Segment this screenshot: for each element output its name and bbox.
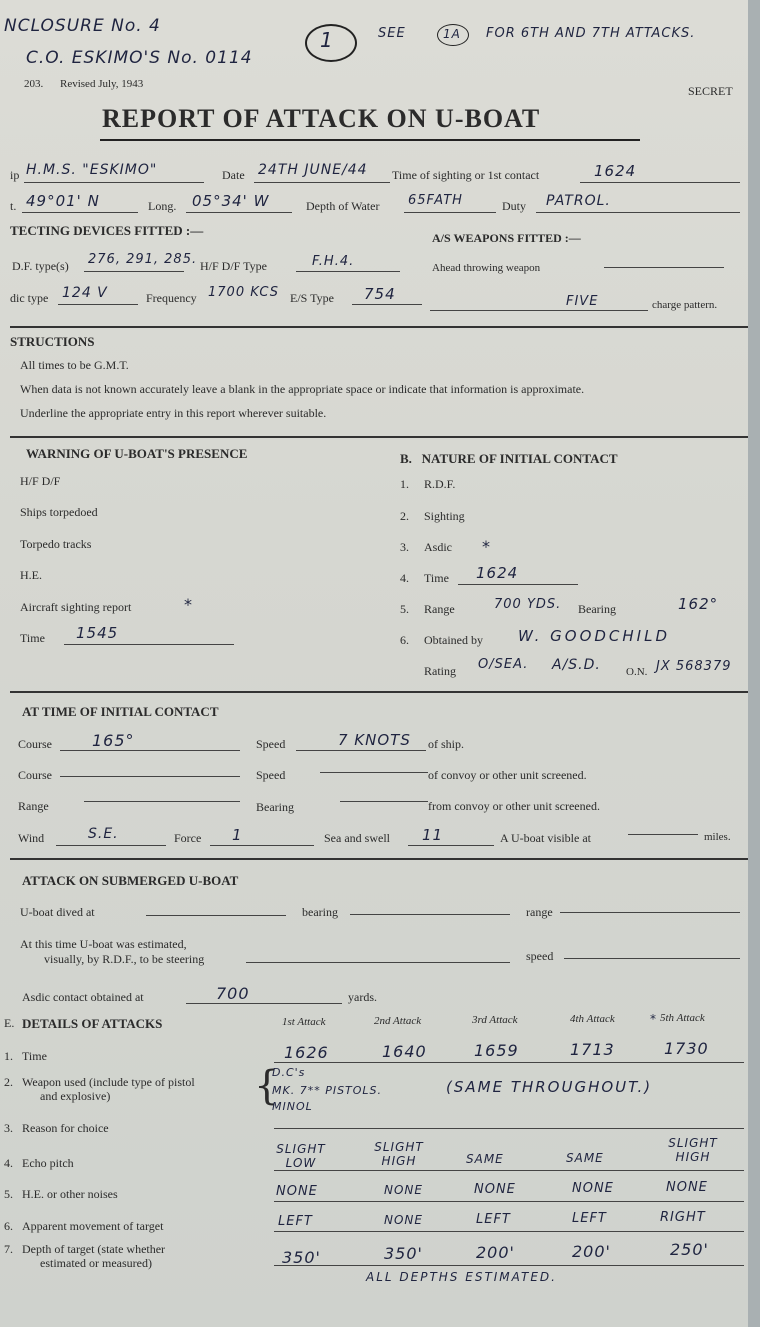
col-4th-attack: 4th Attack (570, 1013, 615, 1025)
charge-value: FIVE (566, 294, 599, 309)
row-movement-number: 6. (4, 1219, 13, 1233)
co-line-note: C.O. ESKIMO'S No. 0114 (26, 48, 253, 68)
section-divider-3 (10, 691, 748, 693)
see-note-circle-text: 1A (443, 27, 461, 41)
warning-he: H.E. (20, 568, 42, 582)
warning-tracks: Torpedo tracks (20, 537, 92, 551)
nature-n6: 6. (400, 633, 409, 647)
ahead-line (604, 267, 724, 268)
echo-attack-2: SLIGHT HIGH (374, 1140, 424, 1168)
warning-time-label: Time (20, 631, 45, 645)
sea-label: Sea and swell (324, 831, 390, 845)
row-echo-number: 4. (4, 1156, 13, 1170)
charge-label: charge pattern. (652, 299, 718, 311)
es-label: E/S Type (290, 291, 334, 305)
submerged-speed-line (564, 958, 740, 959)
steering-line (246, 962, 510, 963)
sighting-time-label: Time of sighting or 1st contact (392, 168, 540, 182)
weapon-dcs: D.C's (272, 1066, 306, 1079)
from-convoy: from convoy or other unit screened. (428, 799, 600, 813)
aircraft-mark: * (184, 595, 193, 614)
warning-heading: WARNING OF U-BOAT'S PRESENCE (26, 446, 248, 461)
weapon-minol: MINOL (272, 1100, 313, 1113)
details-heading: DETAILS OF ATTACKS (22, 1016, 163, 1031)
ship-label: ip (10, 168, 20, 182)
of-ship: of ship. (428, 737, 464, 751)
row-weapon-number: 2. (4, 1075, 13, 1089)
initial-course-label: Course (18, 737, 52, 751)
yards-label: yards. (348, 990, 377, 1004)
freq-label: Frequency (146, 291, 197, 305)
date-line (254, 182, 390, 183)
instructions-heading: STRUCTIONS (10, 334, 95, 349)
dived-line (146, 915, 286, 916)
hfdf-value: F.H.4. (312, 254, 355, 269)
duty-line (536, 212, 740, 213)
hfdf-label: H/F D/F Type (200, 259, 267, 273)
charge-line (430, 310, 648, 311)
time-attack-2: 1640 (382, 1042, 427, 1061)
form-number: 203. (24, 78, 44, 90)
ship-value: H.M.S. "ESKIMO" (26, 162, 158, 178)
course2-line (60, 776, 240, 777)
initial-range-label: Range (18, 799, 49, 813)
time-row-line (274, 1062, 744, 1063)
initial-speed-value: 7 KNOTS (338, 731, 411, 749)
depth-attack-3: 200' (476, 1243, 515, 1262)
nature-n4: 4. (400, 571, 409, 585)
instructions-line-2: When data is not known accurately leave a blank in the appropriate space or indicate that information is approximate. (20, 382, 585, 396)
weapon-note: (SAME THROUGHOUT.) (446, 1078, 653, 1096)
nature-heading: B. NATURE OF INITIAL CONTACT (400, 451, 618, 466)
asdic-type-label: dic type (10, 291, 49, 305)
title-underline (100, 139, 640, 141)
nature-range-label: Range (424, 602, 455, 616)
date-value: 24TH JUNE/44 (258, 162, 368, 178)
sea-line (408, 845, 494, 846)
devices-heading: TECTING DEVICES FITTED :— (10, 223, 204, 238)
weapon-pistol: MK. 7** PISTOLS. (272, 1084, 383, 1097)
dived-range-line (560, 912, 740, 913)
warning-time-value: 1545 (76, 624, 119, 642)
reason-row-line (274, 1128, 744, 1129)
duty-value: PATROL. (546, 193, 611, 209)
initial-course-value: 165° (92, 731, 135, 750)
dived-bearing-line (350, 914, 510, 915)
row-he-label: H.E. or other noises (22, 1187, 118, 1201)
he-attack-5: NONE (666, 1180, 708, 1195)
force-line (210, 845, 314, 846)
he-attack-2: NONE (384, 1183, 423, 1197)
convoy-label: of convoy or other unit screened. (428, 768, 587, 782)
course2-label: Course (18, 768, 52, 782)
warning-hfdf: H/F D/F (20, 474, 61, 488)
nature-bearing-value: 162° (678, 595, 719, 613)
movement-attack-1: LEFT (278, 1214, 313, 1229)
movement-attack-5: RIGHT (660, 1210, 706, 1225)
dived-label: U-boat dived at (20, 905, 95, 919)
duty-label: Duty (502, 199, 526, 213)
page-edge (748, 0, 760, 1327)
visually-label: visually, by R.D.F., to be steering (44, 952, 205, 966)
he-attack-1: NONE (276, 1184, 318, 1199)
nature-asdic: Asdic (424, 540, 452, 554)
depth-line (404, 212, 496, 213)
rating-label: Rating (424, 664, 456, 678)
he-attack-4: NONE (572, 1181, 614, 1196)
estimated-label: At this time U-boat was estimated, (20, 937, 187, 951)
echo-attack-4: SAME (566, 1151, 604, 1165)
row-echo-label: Echo pitch (22, 1156, 74, 1170)
depth-attack-1: 350' (282, 1248, 321, 1267)
speed2-line (320, 772, 428, 773)
row-depth-number: 7. (4, 1242, 13, 1256)
initial-course-line (60, 750, 240, 751)
depth-label: Depth of Water (306, 199, 380, 213)
date-label: Date (222, 168, 245, 182)
echo-attack-3: SAME (466, 1152, 504, 1166)
row-reason-number: 3. (4, 1121, 13, 1135)
col-5th-mark: * (650, 1012, 657, 1026)
depth-row-line (274, 1265, 744, 1266)
asdic-contact-value: 700 (216, 984, 250, 1003)
depth-value: 65FATH (408, 193, 463, 208)
movement-attack-4: LEFT (572, 1211, 607, 1226)
hfdf-line (296, 271, 400, 272)
sea-value: 11 (422, 826, 444, 844)
col-3rd-attack: 3rd Attack (472, 1014, 518, 1026)
nature-time-line (458, 584, 578, 585)
section-divider-4 (10, 858, 748, 860)
depth-attack-5: 250' (670, 1240, 709, 1259)
movement-row-line (274, 1231, 744, 1232)
long-label: Long. (148, 199, 177, 213)
echo-attack-5: SLIGHT HIGH (668, 1136, 718, 1164)
warning-torpedoed: Ships torpedoed (20, 505, 98, 519)
time-attack-4: 1713 (570, 1040, 615, 1059)
asdic-mark: * (482, 537, 491, 556)
df-line (84, 271, 184, 272)
warning-time-line (64, 644, 234, 645)
force-label: Force (174, 831, 202, 845)
page-number: 1 (320, 28, 334, 52)
wind-label: Wind (18, 831, 45, 845)
initial-range-line (84, 801, 240, 802)
visible-line (628, 834, 698, 835)
long-line (186, 212, 292, 213)
row-he-number: 5. (4, 1187, 13, 1201)
nature-sighting: Sighting (424, 509, 465, 523)
secret-mark: SECRET (688, 84, 733, 98)
revised-date: Revised July, 1943 (60, 78, 144, 90)
rating-value: O/SEA. (478, 657, 529, 672)
col-1st-attack: 1st Attack (282, 1016, 326, 1028)
lat-line (22, 212, 138, 213)
nature-n2: 2. (400, 509, 409, 523)
initial-heading: AT TIME OF INITIAL CONTACT (22, 704, 219, 719)
row-time-number: 1. (4, 1049, 13, 1063)
nature-n3: 3. (400, 540, 409, 554)
submerged-speed-label: speed (526, 949, 554, 963)
obtained-value: W. GOODCHILD (518, 627, 671, 645)
df-value: 276, 291, 285. (88, 252, 198, 267)
echo-row-line (274, 1170, 744, 1171)
force-value: 1 (232, 826, 243, 844)
initial-bearing-line (340, 801, 428, 802)
on-label: O.N. (626, 666, 648, 678)
col-2nd-attack: 2nd Attack (374, 1015, 422, 1027)
on-value: JX 568379 (656, 659, 732, 674)
nature-rdf: R.D.F. (424, 477, 456, 491)
nature-range-value: 700 YDS. (494, 597, 562, 612)
instructions-line-1: All times to be G.M.T. (20, 358, 129, 372)
nature-time-value: 1624 (476, 564, 519, 582)
sighting-time-value: 1624 (594, 162, 637, 180)
dived-bearing-label: bearing (302, 905, 338, 919)
ship-line (24, 182, 204, 183)
lat-label: t. (10, 199, 17, 213)
wind-value: S.E. (88, 826, 119, 842)
row-movement-label: Apparent movement of target (22, 1219, 164, 1233)
asdic-contact-line (186, 1003, 342, 1004)
form-title: REPORT OF ATTACK ON U-BOAT (102, 104, 541, 133)
rating-value-2: A/S.D. (552, 657, 601, 673)
row-depth-label: Depth of target (state whether (22, 1242, 166, 1256)
time-attack-1: 1626 (284, 1043, 329, 1062)
row-weapon-label-2: and explosive) (40, 1089, 111, 1103)
dived-range-label: range (526, 905, 553, 919)
row-depth-label-2: estimated or measured) (40, 1256, 152, 1270)
asdic-type-line (58, 304, 138, 305)
time-attack-3: 1659 (474, 1041, 519, 1060)
section-divider-1 (10, 326, 748, 328)
see-note-a: SEE (378, 26, 406, 41)
weapons-heading: A/S WEAPONS FITTED :— (432, 231, 581, 245)
wind-line (56, 845, 166, 846)
sighting-time-line (580, 182, 740, 183)
lat-value: 49°01' N (26, 192, 100, 210)
es-line (352, 304, 422, 305)
time-attack-5: 1730 (664, 1039, 709, 1058)
depth-note: ALL DEPTHS ESTIMATED. (366, 1270, 557, 1284)
asdic-type-value: 124 V (62, 285, 108, 301)
he-row-line (274, 1201, 744, 1202)
enclosure-note: NCLOSURE No. 4 (4, 16, 161, 36)
submerged-heading: ATTACK ON SUBMERGED U-BOAT (22, 873, 239, 888)
weapon-brace: { (254, 1063, 280, 1109)
obtained-label: Obtained by (424, 633, 483, 647)
df-label: D.F. type(s) (12, 259, 69, 273)
initial-speed-label: Speed (256, 737, 286, 751)
warning-aircraft: Aircraft sighting report (20, 600, 132, 614)
movement-attack-3: LEFT (476, 1212, 511, 1227)
nature-time-label: Time (424, 571, 449, 585)
depth-attack-4: 200' (572, 1242, 611, 1261)
row-reason-label: Reason for choice (22, 1121, 109, 1135)
instructions-line-3: Underline the appropriate entry in this report wherever suitable. (20, 406, 327, 420)
see-note-b: FOR 6TH AND 7TH ATTACKS. (486, 26, 696, 41)
row-weapon-label: Weapon used (include type of pistol (22, 1075, 195, 1089)
initial-speed-line (296, 750, 426, 751)
ahead-label: Ahead throwing weapon (432, 262, 541, 274)
nature-n1: 1. (400, 477, 409, 491)
asdic-contact-label: Asdic contact obtained at (22, 990, 144, 1004)
he-attack-3: NONE (474, 1182, 516, 1197)
miles-label: miles. (704, 831, 731, 843)
long-value: 05°34' W (192, 192, 270, 210)
visible-label: A U-boat visible at (500, 831, 591, 845)
freq-value: 1700 KCS (208, 285, 279, 300)
section-divider-2 (10, 436, 748, 438)
nature-bearing-label: Bearing (578, 602, 616, 616)
initial-bearing-label: Bearing (256, 800, 294, 814)
echo-attack-1: SLIGHT LOW (276, 1142, 326, 1170)
es-value: 754 (364, 285, 396, 303)
row-time-label: Time (22, 1049, 47, 1063)
details-number: E. (4, 1016, 15, 1030)
depth-attack-2: 350' (384, 1244, 423, 1263)
speed2-label: Speed (256, 768, 286, 782)
col-5th-attack: 5th Attack (660, 1012, 705, 1024)
nature-n5: 5. (400, 602, 409, 616)
movement-attack-2: NONE (384, 1213, 423, 1227)
